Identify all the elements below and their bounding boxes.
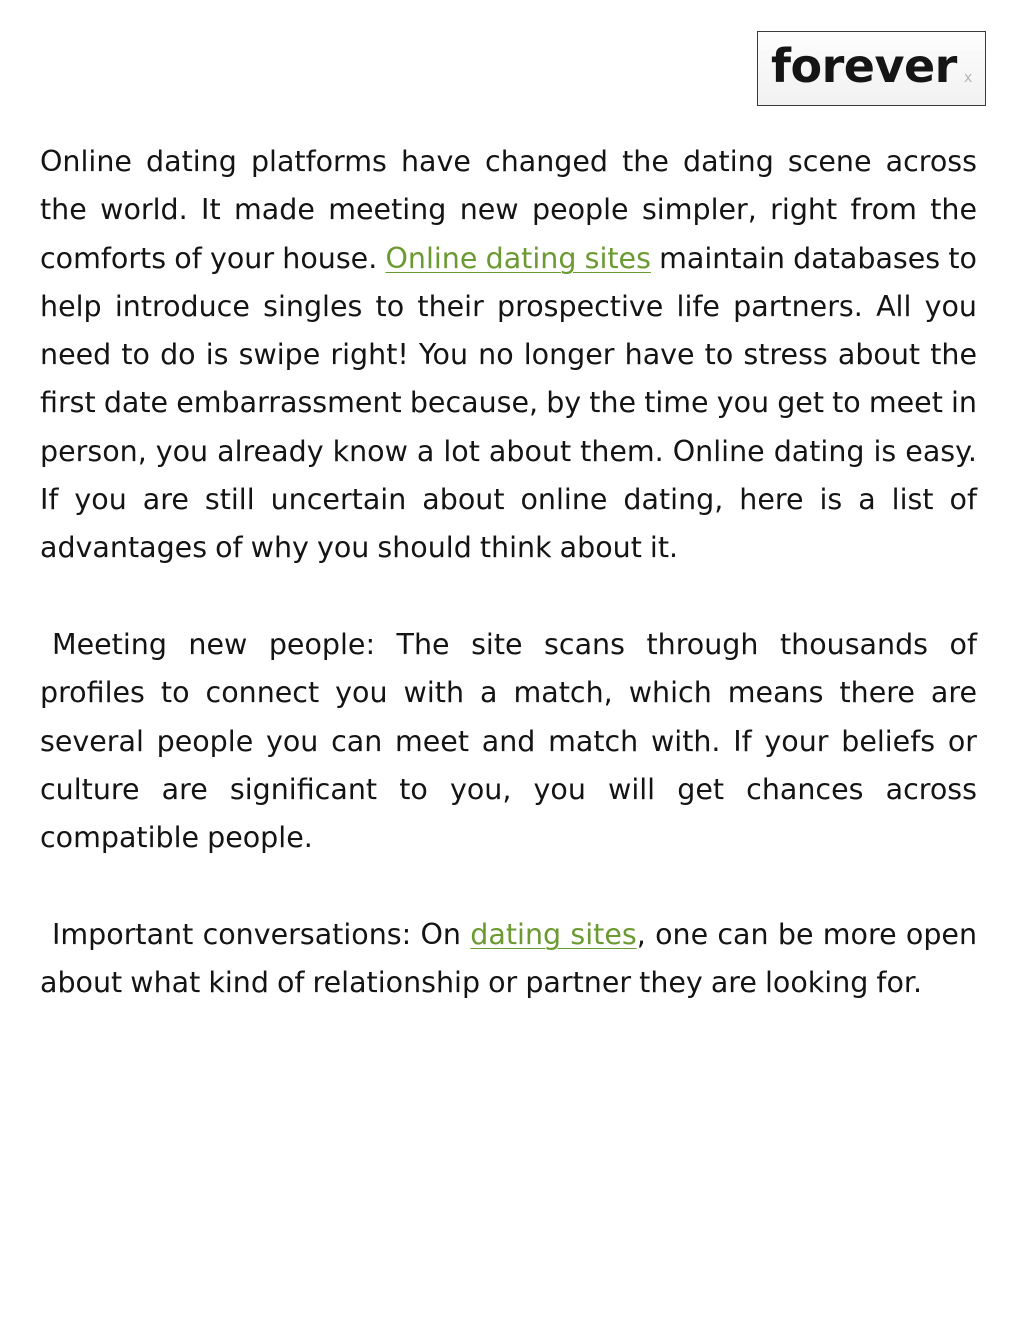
dating-sites-link[interactable]: dating sites <box>470 917 637 951</box>
intro-text-part1: Online dating platforms have changed the dating scene across the world. It made meeting new people simpler, right from the comforts of your house. <box>40 145 977 275</box>
article-body <box>40 138 977 1056</box>
meeting-new-people-paragraph: Meeting new people: The site scans through thousands of profiles to connect you with a match, which means there are several people you can meet and match with. If your beliefs or culture are significant to you, you will get chances across compatible people. <box>40 627 977 855</box>
conversations-text-part1: Important conversations: On <box>52 917 471 951</box>
important-conversations-paragraph <box>40 911 977 1008</box>
online-dating-sites-link[interactable]: Online dating sites <box>385 241 651 275</box>
intro-text-part2: maintain databases to help introduce singles to their prospective life partners. All you need to do is swipe right! You no longer have to stress about the first date embarrassment because, by the time you get to meet in person, you already know a lot about them. Online dating is easy. If you are still uncertain about online dating, here is a list of advantages of why you should think about it. <box>40 241 977 565</box>
intro-paragraph <box>40 138 977 573</box>
forever-logo[interactable] <box>757 31 986 106</box>
logo-wordmark: forever <box>771 39 957 93</box>
logo-x-mark: x <box>964 70 973 86</box>
conversations-text-part2: , one can be more open about what kind of relationship or partner they are looking for. <box>40 917 978 1000</box>
